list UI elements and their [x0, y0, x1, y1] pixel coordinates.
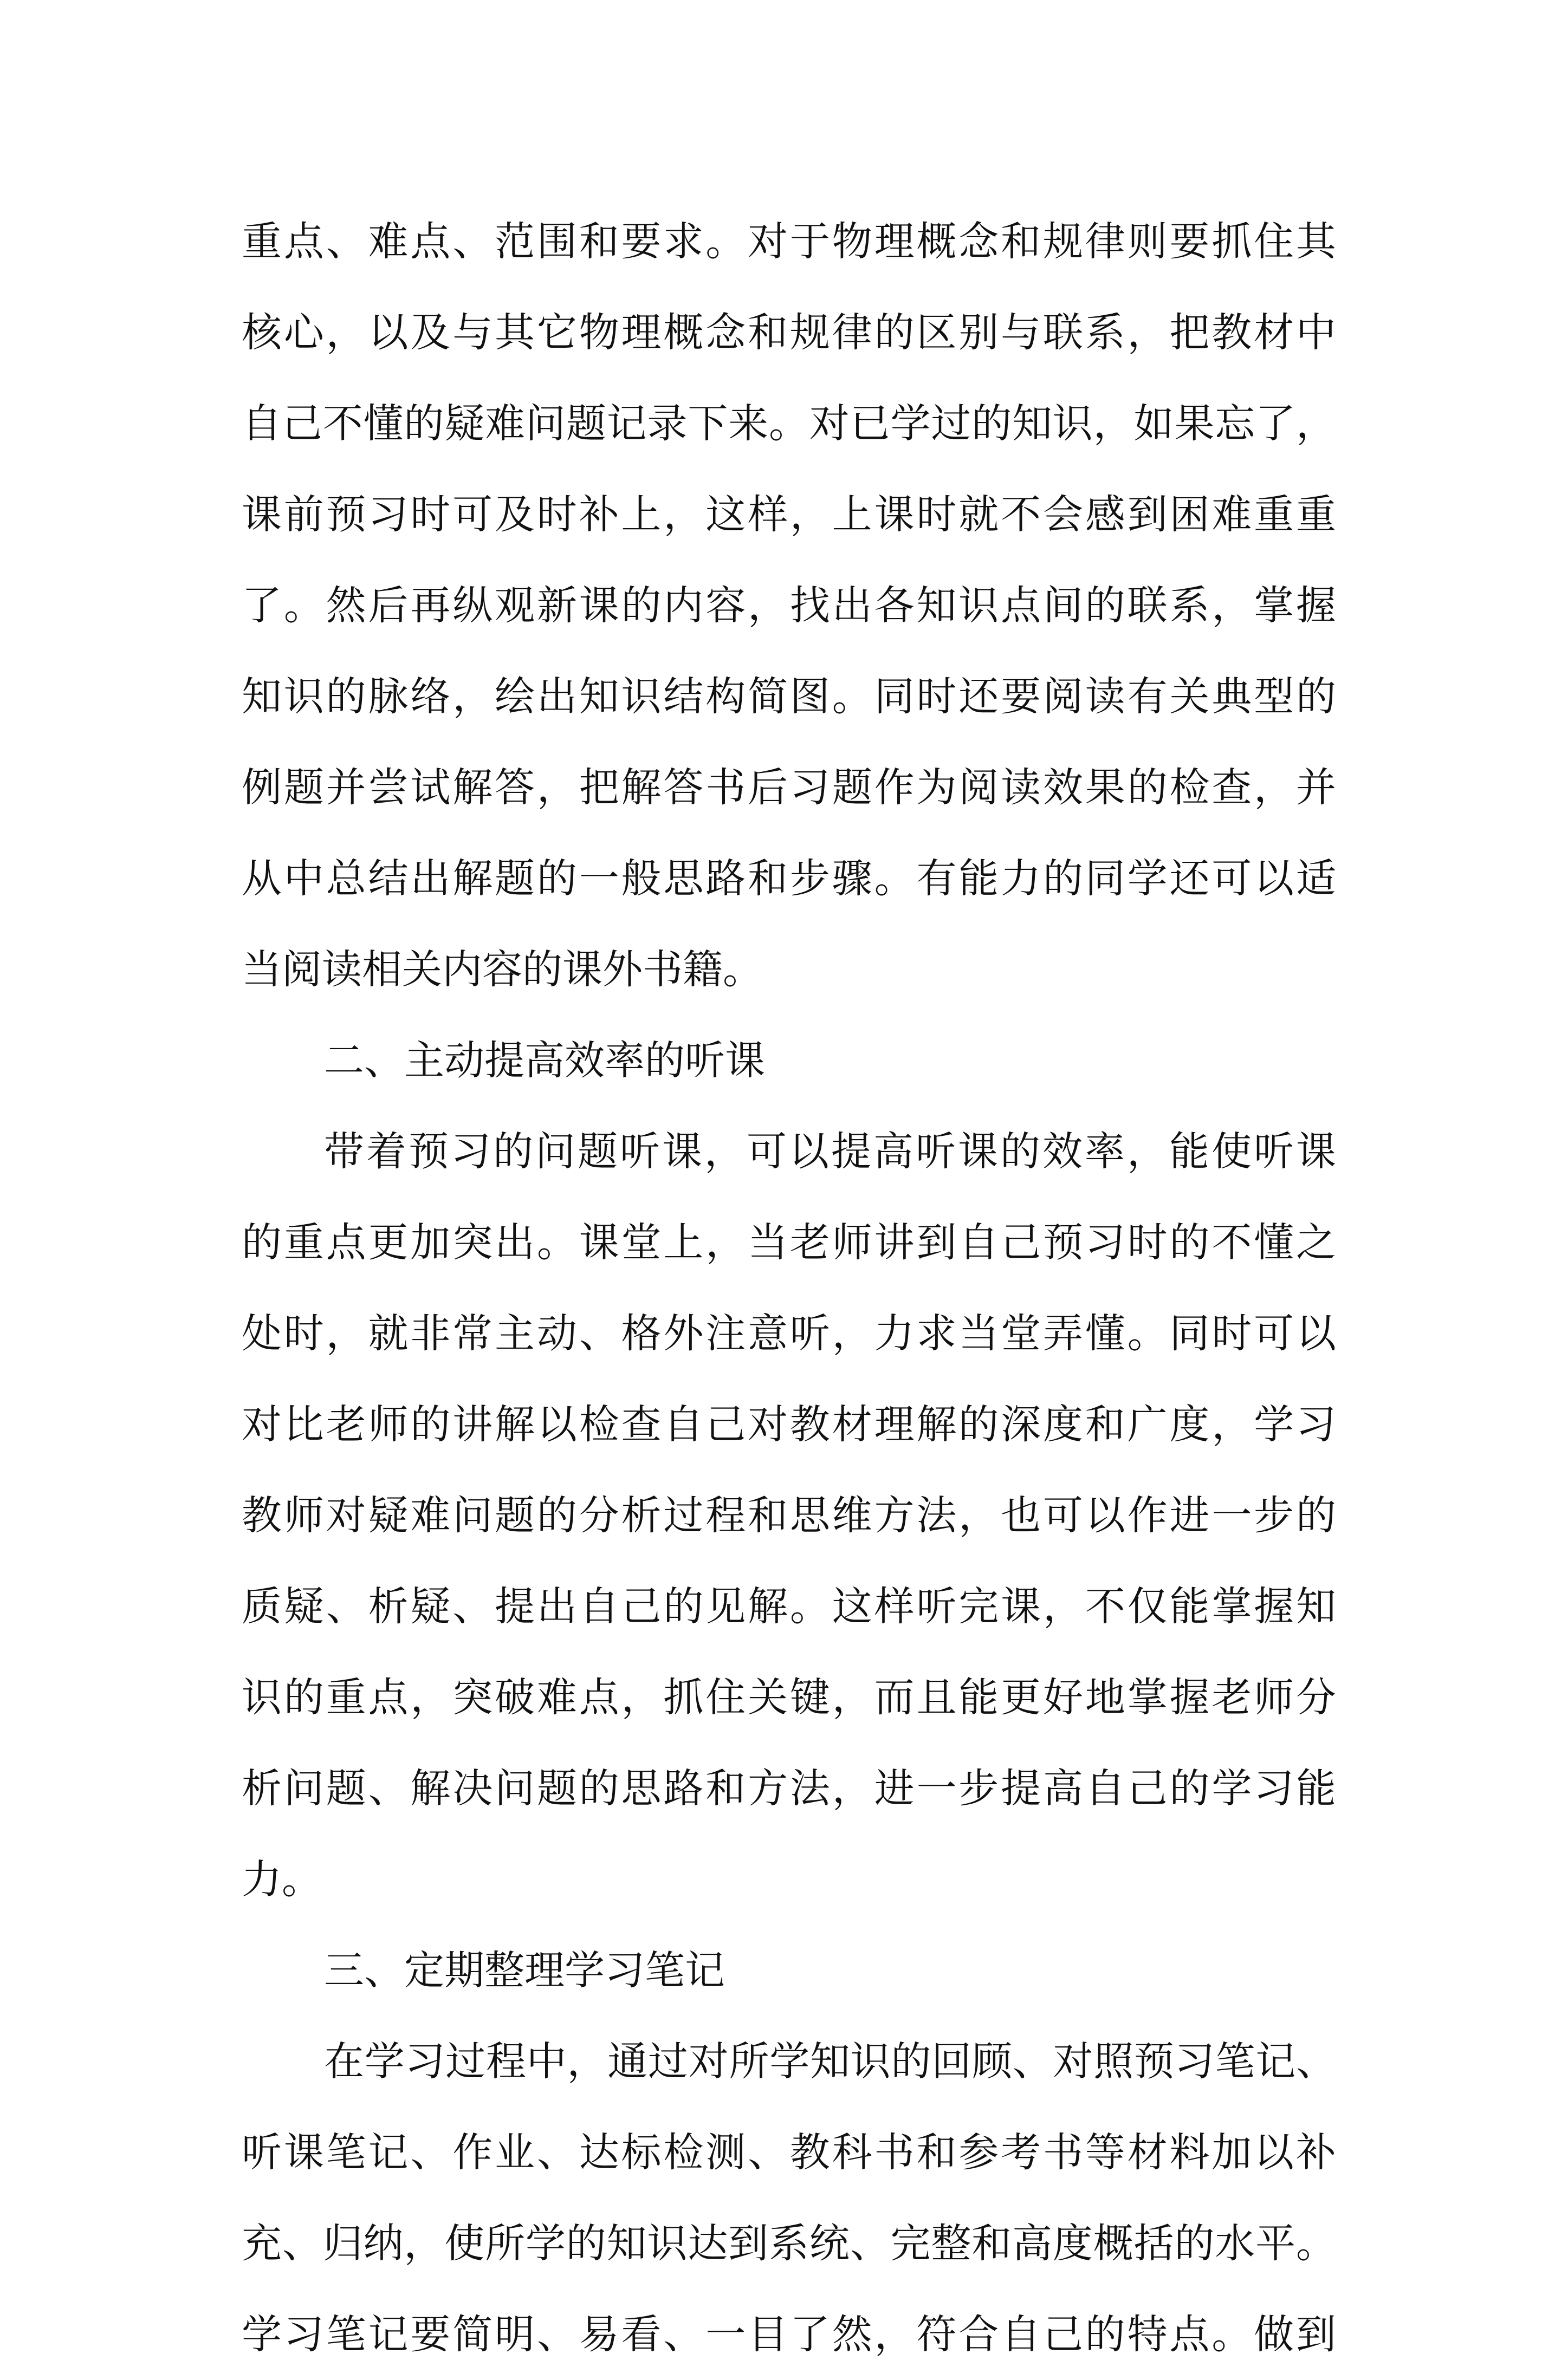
body-line-17: 识的重点，突破难点，抓住关键，而且能更好地掌握老师分 — [242, 1674, 1336, 1721]
body-line-18: 析问题、解决问题的思路和方法，进一步提高自己的学习能 — [242, 1765, 1336, 1812]
body-line-19: 力。 — [242, 1856, 322, 1903]
section-heading-3: 三、定期整理学习笔记 — [324, 1947, 725, 1994]
body-line-12: 的重点更加突出。课堂上，当老师讲到自己预习时的不懂之 — [242, 1219, 1336, 1266]
body-line-2: 核心，以及与其它物理概念和规律的区别与联系，把教材中 — [242, 309, 1336, 356]
body-line-13: 处时，就非常主动、格外注意听，力求当堂弄懂。同时可以 — [242, 1310, 1336, 1357]
body-line-23: 充、归纳，使所学的知识达到系统、完整和高度概括的水平。 — [242, 2220, 1336, 2267]
body-line-5: 了。然后再纵观新课的内容，找出各知识点间的联系，掌握 — [242, 582, 1336, 629]
body-line-6: 知识的脉络，绘出知识结构简图。同时还要阅读有关典型的 — [242, 673, 1336, 720]
body-line-1: 重点、难点、范围和要求。对于物理概念和规律则要抓住其 — [242, 218, 1336, 265]
body-line-15: 教师对疑难问题的分析过程和思维方法，也可以作进一步的 — [242, 1492, 1336, 1539]
document-body — [242, 196, 1336, 2380]
body-line-14: 对比老师的讲解以检查自己对教材理解的深度和广度，学习 — [242, 1401, 1336, 1448]
body-line-21: 在学习过程中，通过对所学知识的回顾、对照预习笔记、 — [324, 2038, 1336, 2085]
body-line-11: 带着预习的问题听课，可以提高听课的效率，能使听课 — [324, 1128, 1336, 1175]
body-line-4: 课前预习时可及时补上，这样，上课时就不会感到困难重重 — [242, 491, 1336, 538]
body-line-3: 自己不懂的疑难问题记录下来。对已学过的知识，如果忘了， — [242, 400, 1336, 447]
section-heading-2: 二、主动提高效率的听课 — [324, 1037, 765, 1084]
body-line-8: 从中总结出解题的一般思路和步骤。有能力的同学还可以适 — [242, 855, 1336, 902]
body-line-22: 听课笔记、作业、达标检测、教科书和参考书等材料加以补 — [242, 2129, 1336, 2176]
body-line-9: 当阅读相关内容的课外书籍。 — [242, 946, 763, 993]
body-line-24: 学习笔记要简明、易看、一目了然，符合自己的特点。做到 — [242, 2311, 1336, 2358]
body-line-16: 质疑、析疑、提出自己的见解。这样听完课，不仅能掌握知 — [242, 1583, 1336, 1630]
body-line-7: 例题并尝试解答，把解答书后习题作为阅读效果的检查，并 — [242, 764, 1336, 811]
